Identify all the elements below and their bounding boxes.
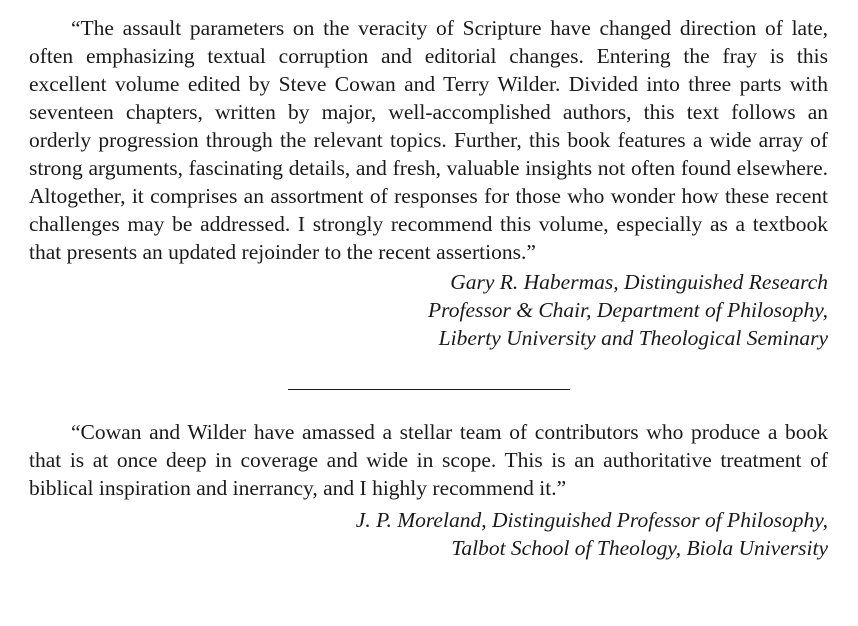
endorsement-moreland xyxy=(29,418,828,562)
attribution-line: Gary R. Habermas, Distinguished Research xyxy=(450,270,828,294)
endorsements-page xyxy=(29,14,828,562)
attribution-line: J. P. Moreland, Distinguished Professor of Philosophy, xyxy=(355,508,828,532)
attribution-line: Talbot School of Theology, Biola University xyxy=(451,536,828,560)
endorsement-quote: “The assault parameters on the veracity of Scripture have changed direction of late, often emphasizing textual corruption and editorial changes. Entering the fray is this excellent volume edited by Steve Cowan and Terry Wilder. Divided into three parts with seventeen chapters, written by major, well-accomplished authors, this text follows an orderly progression through the relevant topics. Further, this book features a wide array of strong arguments, fascinating details, and fresh, valuable insights not often found elsewhere. Altogether, it comprises an assortment of responses for those who wonder how these recent challenges may be addressed. I strongly recommend this volume, especially as a textbook that presents an updated rejoinder to the recent assertions.” xyxy=(29,16,828,264)
endorsement-habermas xyxy=(29,14,828,352)
endorsement-quote: “Cowan and Wilder have amassed a stellar team of contributors who produce a book that is at once deep in coverage and wide in scope. This is an authoritative treatment of biblical inspiration and inerrancy, and I highly recommend it.” xyxy=(29,420,828,500)
endorsement-attribution xyxy=(29,268,828,352)
attribution-line: Liberty University and Theological Seminary xyxy=(438,326,828,350)
endorsement-attribution xyxy=(29,506,828,562)
attribution-line: Professor & Chair, Department of Philosophy, xyxy=(428,298,828,322)
section-divider xyxy=(288,389,570,390)
